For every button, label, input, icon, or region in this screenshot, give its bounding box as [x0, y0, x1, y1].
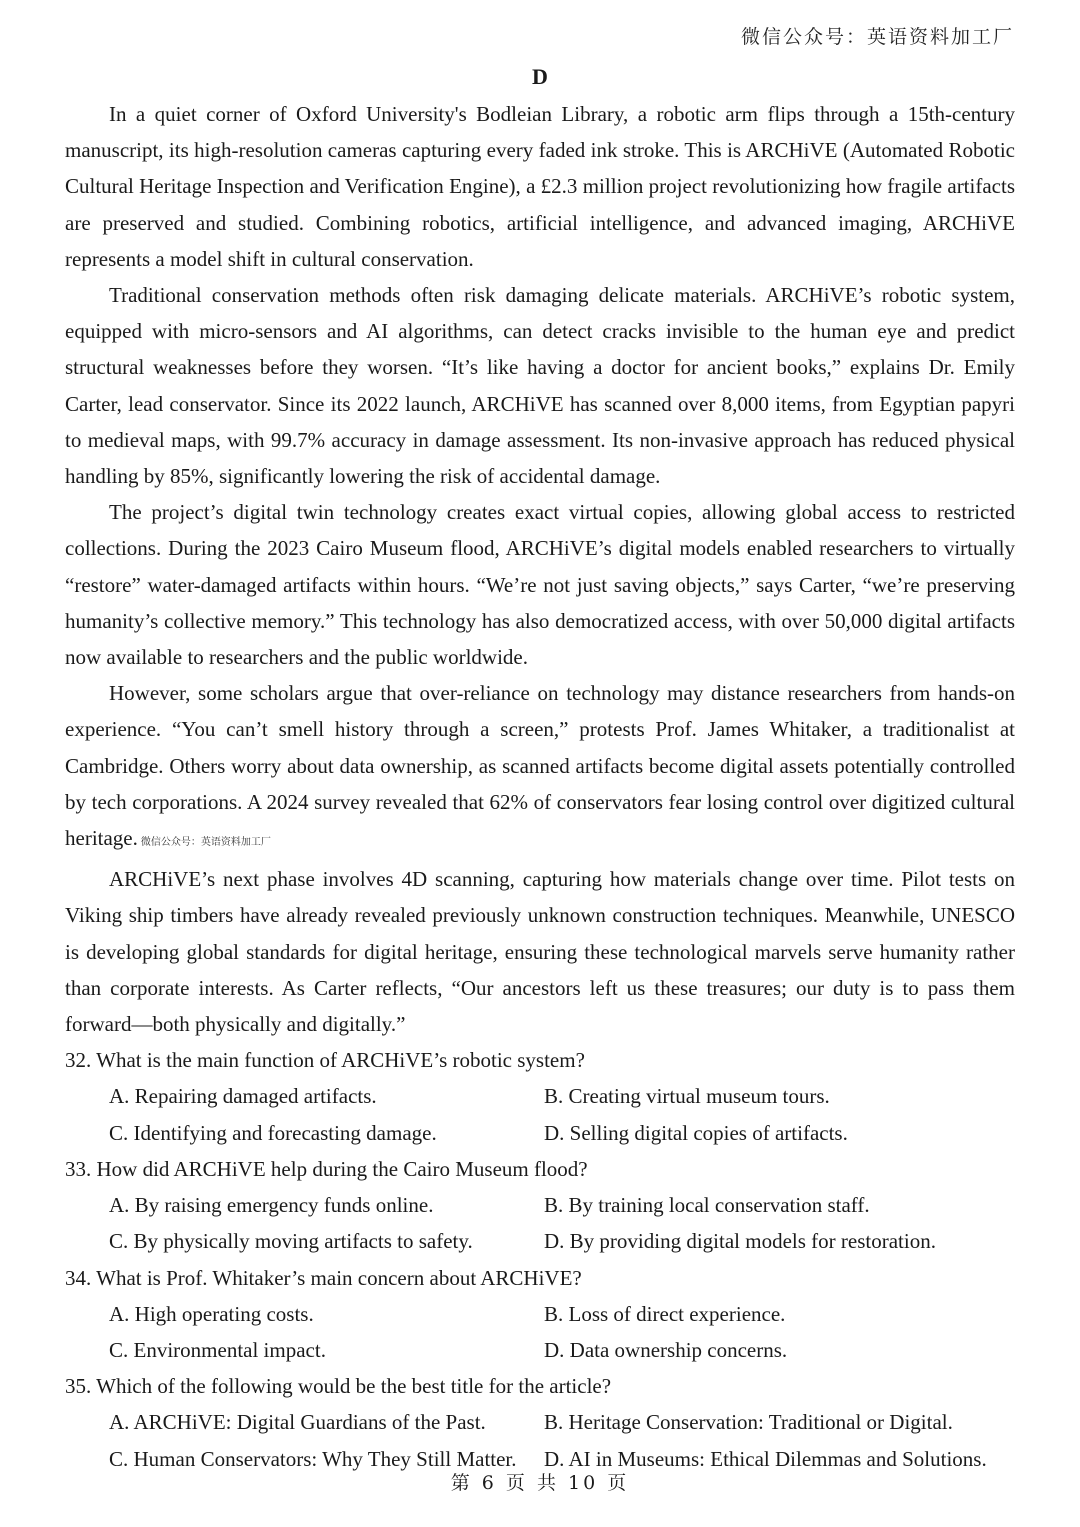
- option-b: B. Heritage Conservation: Traditional or Digital.: [544, 1410, 953, 1435]
- paragraph: In a quiet corner of Oxford University's Bodleian Library, a robotic arm flips through a 15th-century manuscript, its high-resolution cameras capturing every faded ink stroke. This is ARCHiVE (Automated Robotic Cultural Heritage Inspection and Verification Engine), a £2.3 million project revolutionizing how fragile artifacts are preserved and studied. Combining robotics, artificial intelligence, and advanced imaging, ARCHiVE represents a model shift in cultural conservation.: [65, 102, 1015, 271]
- paragraph: Traditional conservation methods often risk damaging delicate materials. ARCHiVE’s robotic system, equipped with micro-sensors and AI algorithms, can detect cracks invisible to the human eye and predict structural weaknesses before they worsen. “It’s like having a doctor for ancient books,” explains Dr. Emily Carter, lead conservator. Since its 2022 launch, ARCHiVE has scanned over 8,000 items, from Egyptian papyri to medieval maps, with 99.7% accuracy in damage assessment. Its non-invasive approach has reduced physical handling by 85%, significantly lowering the risk of accidental damage.: [65, 283, 1015, 489]
- header-watermark: 微信公众号：英语资料加工厂: [740, 26, 1014, 48]
- option-a: A. By raising emergency funds online.: [109, 1193, 434, 1218]
- paragraph: The project’s digital twin technology creates exact virtual copies, allowing global access to restricted collections. During the 2023 Cairo Museum flood, ARCHiVE’s digital models enabled researchers to virtually “restore” water-damaged artifacts within hours. “We’re not just saving objects,” says Carter, “we’re preserving humanity’s collective memory.” This technology has also democratized access, with over 50,000 digital artifacts now available to researchers and the public worldwide.: [65, 500, 1015, 670]
- option-d: D. AI in Museums: Ethical Dilemmas and Solutions.: [544, 1446, 987, 1471]
- paragraph: ARCHiVE’s next phase involves 4D scanning, capturing how materials change over time. Pilot tests on Viking ship timbers have already revealed previously unknown construction techniques. Meanwhile, UNESCO is developing global standards for digital heritage, ensuring these technological marvels serve humanity rather than corporate interests. As Carter reflects, “Our ancestors left us these treasures; our duty is to pass them forward—both physically and digitally.”: [65, 867, 1015, 1037]
- question-block: [65, 1151, 1015, 1260]
- question-stem: 33. How did ARCHiVE help during the Cairo Museum flood?: [65, 1156, 588, 1181]
- section-title: D: [532, 64, 548, 89]
- option-a: A. ARCHiVE: Digital Guardians of the Past.: [109, 1410, 486, 1435]
- article: [65, 96, 1015, 1477]
- question-stem: 35. Which of the following would be the best title for the article?: [65, 1374, 612, 1399]
- inline-watermark: 微信公众号：英语资料加工厂: [140, 837, 271, 849]
- question-stem: 32. What is the main function of ARCHiVE’s robotic system?: [65, 1048, 585, 1073]
- option-c: C. Environmental impact.: [109, 1337, 326, 1362]
- question-block: [65, 1042, 1015, 1151]
- option-d: D. Selling digital copies of artifacts.: [544, 1120, 848, 1145]
- question-stem: 34. What is Prof. Whitaker’s main concern about ARCHiVE?: [65, 1265, 582, 1290]
- paragraph: [65, 675, 1015, 861]
- option-d: D. By providing digital models for restoration.: [544, 1229, 936, 1254]
- option-b: B. Loss of direct experience.: [544, 1301, 786, 1326]
- option-a: A. High operating costs.: [109, 1301, 314, 1326]
- question-options: [65, 1296, 1015, 1368]
- option-d: D. Data ownership concerns.: [544, 1337, 788, 1362]
- question-options: [65, 1187, 1015, 1259]
- option-a: A. Repairing damaged artifacts.: [109, 1084, 377, 1109]
- question-block: [65, 1260, 1015, 1369]
- option-c: C. Identifying and forecasting damage.: [109, 1120, 437, 1145]
- option-c: C. By physically moving artifacts to safety.: [109, 1229, 473, 1254]
- option-b: B. Creating virtual museum tours.: [544, 1084, 830, 1109]
- page-footer: 第 6 页 共 10 页: [450, 1472, 630, 1494]
- questions: [65, 1042, 1015, 1476]
- option-b: B. By training local conservation staff.: [544, 1193, 870, 1218]
- question-block: [65, 1368, 1015, 1477]
- question-options: [65, 1404, 1015, 1476]
- option-c: C. Human Conservators: Why They Still Matter.: [109, 1446, 517, 1471]
- question-options: [65, 1078, 1015, 1150]
- paragraph-text: However, some scholars argue that over-reliance on technology may distance researchers from hands-on experience. “You can’t smell history through a screen,” protests Prof. James Whitaker, a traditionalist at Cambridge. Others worry about data ownership, as scanned artifacts become digital assets potentially controlled by tech corporations. A 2024 survey revealed that 62% of conservators fear losing control over digitized cultural heritage.: [65, 681, 1015, 851]
